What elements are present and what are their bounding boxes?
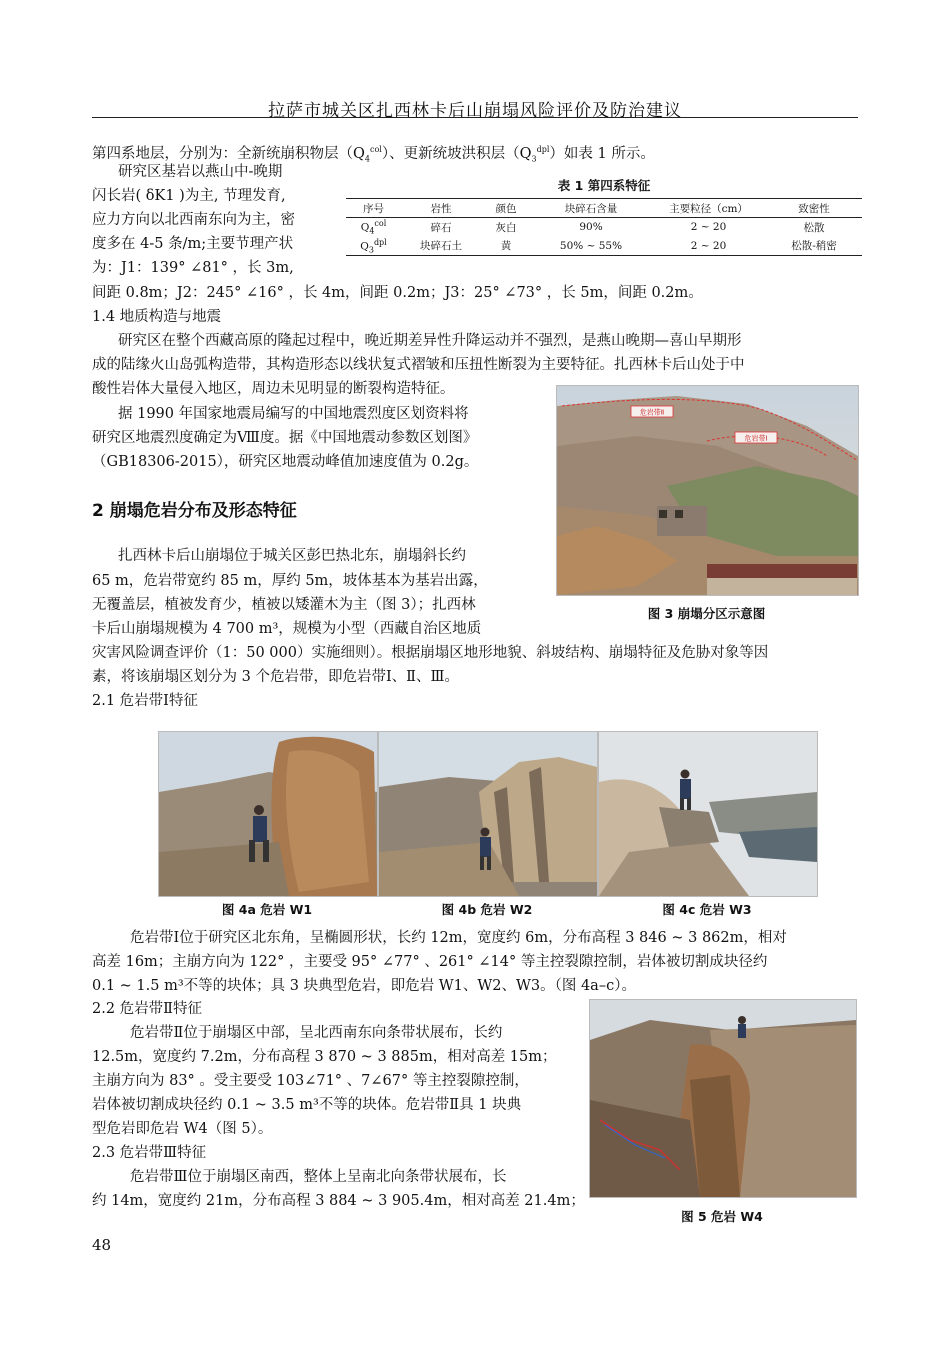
- formula-sup: col: [369, 145, 382, 154]
- header-rule: [92, 117, 858, 118]
- quaternary-table: [346, 198, 862, 256]
- paragraph-line: 65 m，危岩带宽约 85 m，厚约 5m，坡体基本为基岩出露，: [92, 573, 488, 589]
- paragraph-line: 闪长岩( δK1 )为主, 节理发育,: [92, 188, 286, 204]
- table-cell: 90%: [579, 221, 603, 234]
- subsection-heading: 2.1 危岩带Ⅰ特征: [92, 693, 198, 709]
- table-cell: 灰白: [495, 221, 517, 234]
- paragraph-line: 岩体被切割成块径约 0.1 ~ 3.5 m³不等的块体。危岩带Ⅱ具 1 块典: [92, 1097, 522, 1113]
- subsection-heading: 2.2 危岩带Ⅱ特征: [92, 1001, 203, 1017]
- intro-text-c: ）如表 1 所示。: [549, 145, 655, 162]
- table-title: 表 1 第四系特征: [557, 178, 651, 193]
- paragraph-line: 危岩带Ⅱ位于崩塌区中部，呈北西南东向条带状展布，长约: [130, 1025, 503, 1041]
- figure-caption: 图 4c 危岩 W3: [662, 902, 752, 917]
- table-cell: [346, 237, 401, 256]
- paragraph-line: 素，将该崩塌区划分为 3 个危岩带，即危岩带Ⅰ、Ⅱ、Ⅲ。: [92, 669, 460, 685]
- table-header: 岩性: [430, 202, 452, 215]
- paragraph-line: 据 1990 年国家地震局编写的中国地震烈度区划资料将: [118, 406, 469, 422]
- zone-label: 危岩带Ⅰ: [744, 434, 768, 443]
- table-cell: 50% ~ 55%: [559, 239, 623, 252]
- paragraph-line: 研究区地震烈度确定为Ⅷ度。据《中国地震动参数区划图》: [92, 430, 478, 446]
- paragraph-line: 高差 16m；主崩方向为 122° ，主要受 95° ∠77° 、261° ∠14° 等主控裂隙控制，岩体被切割成块径约: [92, 954, 768, 970]
- row-id-sup: col: [374, 219, 387, 228]
- table-cell: 2 ~ 20: [690, 221, 727, 234]
- paragraph-line: 为：J1：139° ∠81° ，长 3m,: [92, 260, 294, 276]
- row-id-sub: 3: [368, 245, 374, 255]
- paragraph-line: 卡后山崩塌规模为 4 700 m³，规模为小型（西藏自治区地质: [92, 621, 482, 637]
- paragraph-line: 0.1 ~ 1.5 m³不等的块体；具 3 块典型危岩，即危岩 W1、W2、W3。（图 4a–c）。: [92, 978, 636, 994]
- rock-w2-illustration: [379, 732, 597, 896]
- paragraph-line: 危岩带Ⅲ位于崩塌区南西，整体上呈南北向条带状展布，长: [130, 1169, 507, 1185]
- row-id: Q: [360, 240, 369, 253]
- table-cell: 黄: [500, 240, 512, 253]
- rock-w1-illustration: [159, 732, 377, 896]
- intro-text-b: ）、更新统坡洪积层（Q: [381, 145, 532, 162]
- figure-5-photo: [589, 999, 857, 1198]
- paragraph-line: 扎西林卡后山崩塌位于城关区彭巴热北东，崩塌斜长约: [118, 548, 466, 564]
- paragraph-line: 型危岩即危岩 W4（图 5）。: [92, 1121, 273, 1137]
- figure-4b-photo: [378, 731, 598, 897]
- table-cell: 块碎石土: [420, 240, 462, 253]
- rock-w3-illustration: [599, 732, 817, 896]
- figure-3-photo: [556, 385, 859, 596]
- table-row: [346, 237, 862, 256]
- table-cell: 碎石: [430, 221, 452, 234]
- page-number: 48: [92, 1236, 112, 1254]
- table-row: [346, 218, 862, 237]
- table-header: 颜色: [495, 202, 517, 215]
- formula-sub: 4: [364, 154, 370, 164]
- table-cell: [346, 218, 401, 237]
- paragraph-line: 12.5m，宽度约 7.2m，分布高程 3 870 ~ 3 885m，相对高差 15m；: [92, 1049, 557, 1065]
- table-header: 主要粒径（cm）: [669, 202, 748, 215]
- paragraph-line: 约 14m，宽度约 21m，分布高程 3 884 ~ 3 905.4m，相对高差 21.4m；: [92, 1193, 585, 1209]
- table-header: 序号: [363, 202, 384, 215]
- row-id: Q: [360, 221, 370, 234]
- table-cell: 松散: [803, 221, 825, 234]
- figure-caption: 图 3 崩塌分区示意图: [647, 606, 766, 621]
- paragraph-line: 研究区基岩以燕山中-晚期: [118, 164, 283, 180]
- paragraph-line: 研究区在整个西藏高原的隆起过程中，晚近期差异性升降运动并不强烈，是燕山晚期—喜山早期形: [118, 333, 742, 349]
- figure-caption: 图 4a 危岩 W1: [221, 902, 313, 917]
- row-id-sup: dpl: [373, 237, 387, 247]
- row-id-sub: 4: [369, 226, 375, 236]
- figure-4c-photo: [598, 731, 818, 897]
- figure-caption: 图 5 危岩 W4: [681, 1209, 763, 1224]
- intro-text-a: 第四系地层，分别为：全新统崩积物层（Q: [92, 145, 365, 162]
- paragraph-line: 度多在 4-5 条/m;主要节理产状: [92, 236, 294, 252]
- figure-4a-photo: [158, 731, 378, 897]
- paragraph-line: 成的陆缘火山岛弧构造带，其构造形态以线状复式褶皱和压扭性断裂为主要特征。扎西林卡后山处于中: [92, 357, 745, 373]
- formula-sub: 3: [531, 154, 537, 164]
- table-header-row: [346, 199, 862, 218]
- paragraph-line: 灾害风险调查评价（1：50 000）实施细则）。根据崩塌区地形地貌、斜坡结构、崩塌特征及危胁对象等因: [92, 645, 769, 661]
- paragraph-line: 无覆盖层，植被发育少，植被以矮灌木为主（图 3）；扎西林: [92, 597, 476, 613]
- formula-sup: dpl: [536, 145, 550, 154]
- table-cell: 2 ~ 20: [690, 239, 727, 252]
- table-header: 块碎石含量: [564, 202, 618, 215]
- table-header: 致密性: [798, 202, 830, 215]
- running-header: 拉萨市城关区扎西林卡后山崩塌风险评价及防治建议: [268, 101, 682, 121]
- paragraph-line: 应力方向以北西南东向为主，密: [92, 212, 295, 228]
- figure-caption: 图 4b 危岩 W2: [441, 902, 533, 917]
- zone-label: 危岩带Ⅱ: [639, 408, 665, 417]
- section-heading: 2 崩塌危岩分布及形态特征: [92, 501, 297, 521]
- slope-photo-illustration: [557, 386, 858, 595]
- paragraph-line: 危岩带Ⅰ位于研究区北东角，呈椭圆形状，长约 12m，宽度约 6m，分布高程 3 846 ~ 3 862m，相对: [130, 930, 787, 946]
- subsection-heading: 1.4 地质构造与地震: [92, 309, 222, 325]
- paragraph-line: 间距 0.8m；J2：245° ∠16° ，长 4m，间距 0.2m；J3：25° ∠73° ，长 5m，间距 0.2m。: [92, 285, 703, 301]
- subsection-heading: 2.3 危岩带Ⅲ特征: [92, 1145, 207, 1161]
- paragraph-line: 酸性岩体大量侵入地区，周边未见明显的断裂构造特征。: [92, 381, 455, 397]
- paragraph-line: （GB18306-2015），研究区地震动峰值加速度值为 0.2g。: [92, 454, 479, 470]
- rock-w4-illustration: [590, 1000, 856, 1197]
- table-cell: 松散-稍密: [791, 240, 837, 253]
- paragraph-line: 主崩方向为 83° 。受主要受 103∠71° 、7∠67° 等主控裂隙控制，: [92, 1073, 529, 1089]
